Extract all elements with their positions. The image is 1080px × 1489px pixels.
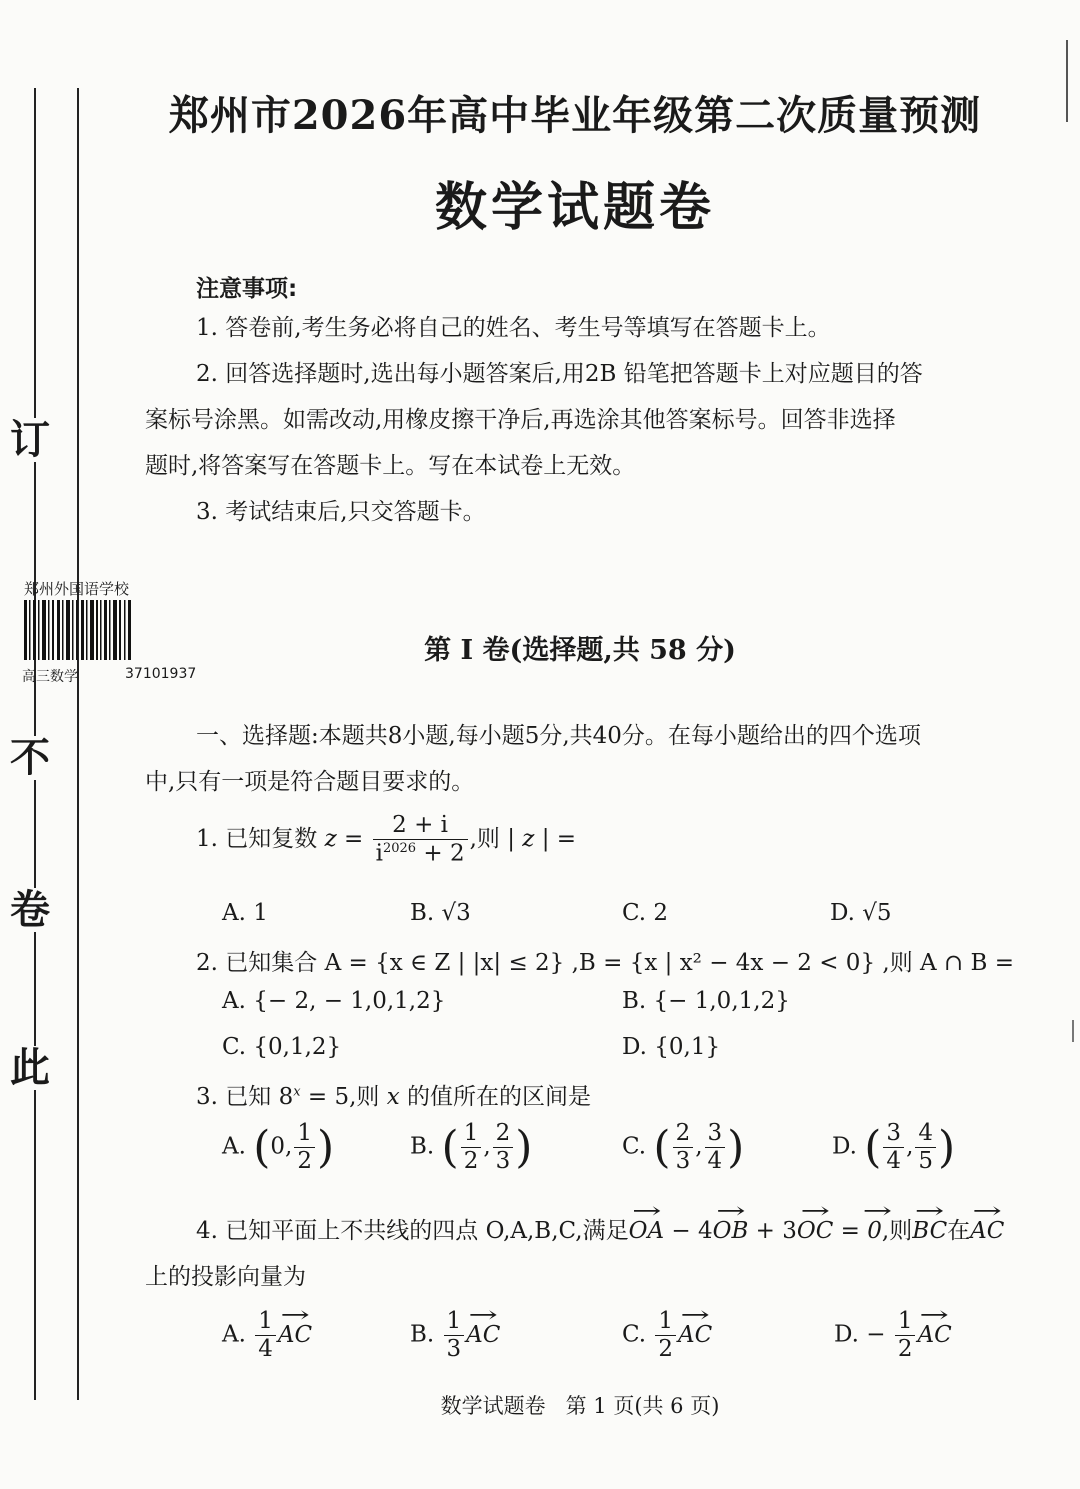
q3-option-b: B. ( $\frac{1}{2}$ , $\frac{2}{3}$ ) (410, 1120, 533, 1174)
q1-option-d: D. √5 (830, 900, 892, 926)
q4-option-b: B. $\frac{1}{3}$ → AC (410, 1310, 500, 1361)
q4-option-a: A. $\frac{1}{4}$ → AC (222, 1310, 312, 1361)
q4-option-c: C. $\frac{1}{2}$ → AC (622, 1310, 712, 1361)
binding-char-ding: 订 (10, 417, 50, 463)
q1-option-b: B. √3 (410, 900, 471, 926)
q1-fraction: $\frac{2 + i}{i^{2026} + 2}$ (373, 814, 468, 866)
section-intro-line-2: 中,只有一项是符合题目要求的。 (145, 769, 475, 795)
q4-option-d: D. − $\frac{1}{2}$ → AC (834, 1310, 952, 1361)
q3-option-c: C. ( $\frac{2}{3}$ , $\frac{3}{4}$ ) (622, 1120, 745, 1174)
question-4-stem: 4. 已知平面上不共线的四点 O,A,B,C,满足→ OA − 4→ OB + 3→ OC = → 0,则→ BC在→ AC (196, 1212, 1004, 1245)
paper-title: 数学试题卷 (434, 177, 715, 238)
q2-option-d: D. {0,1} (622, 1034, 721, 1060)
binding-char-juan: 卷 (10, 887, 50, 933)
binding-line-inner (77, 88, 79, 1400)
subject-label: 高三数学 (22, 669, 78, 685)
q1-option-a: A. 1 (222, 900, 268, 926)
school-label: 郑州外国语学校 (24, 580, 130, 598)
notice-item-2-line-3: 题时,将答案写在答题卡上。写在本试卷上无效。 (145, 453, 636, 479)
q3-option-d: D. ( $\frac{3}{4}$ , $\frac{4}{5}$ ) (832, 1120, 956, 1174)
section-title: 第 I 卷(选择题,共 58 分) (424, 635, 736, 666)
notice-item-3: 3. 考试结束后,只交答题卡。 (196, 499, 486, 525)
q3-option-a: A. (0, $\frac{1}{2}$ ) (222, 1120, 335, 1174)
binding-char-ci: 此 (10, 1045, 50, 1091)
page-footer: 数学试题卷 第 1 页(共 6 页) (440, 1394, 720, 1418)
notice-heading: 注意事项: (196, 276, 298, 302)
notice-item-2-line-1: 2. 回答选择题时,选出每小题答案后,用2B 铅笔把答题卡上对应题目的答 (196, 361, 923, 387)
q2-option-c: C. {0,1,2} (222, 1034, 342, 1060)
exam-title: 郑州市2026年高中毕业年级第二次质量预测 (168, 92, 982, 139)
exam-code: 37101937 (125, 666, 197, 682)
q1-option-c: C. 2 (622, 900, 669, 926)
question-2-stem: 2. 已知集合 A = {x ∈ Z | |x| ≤ 2} ,B = {x | x² − 4x − 2 < 0} ,则 A ∩ B = (196, 950, 1014, 976)
notice-item-1: 1. 答卷前,考生务必将自己的姓名、考生号等填写在答题卡上。 (196, 315, 831, 341)
question-4-stem-line-2: 上的投影向量为 (145, 1264, 306, 1290)
question-3-stem: 3. 已知 $8^x = 5$,则 x 的值所在的区间是 (196, 1084, 591, 1110)
page-edge-mark-2 (1072, 1020, 1074, 1042)
question-1-stem: 1. 已知复数 z = $\frac{2 + i}{i^{2026} + 2}$ ,则 | z | = (196, 812, 577, 867)
binding-char-bu: 不 (10, 735, 50, 781)
q2-option-a: A. {− 2, − 1,0,1,2} (222, 988, 446, 1014)
notice-item-2-line-2: 案标号涂黑。如需改动,用橡皮擦干净后,再选涂其他答案标号。回答非选择 (145, 407, 896, 433)
q2-option-b: B. {− 1,0,1,2} (622, 988, 790, 1014)
section-intro-line-1: 一、选择题:本题共8小题,每小题5分,共40分。在每小题给出的四个选项 (196, 723, 921, 749)
